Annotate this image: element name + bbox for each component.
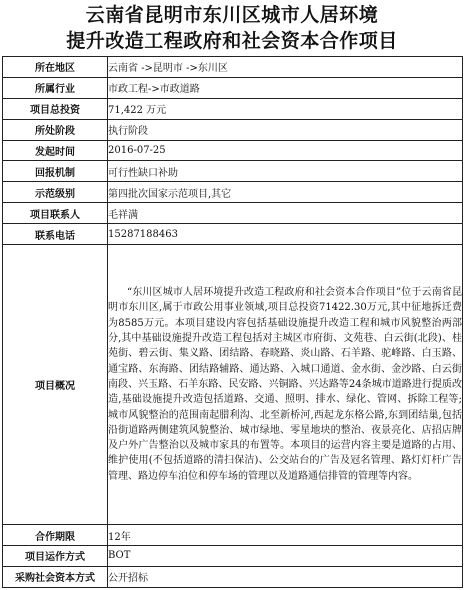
field-value: 毛祥满 — [108, 203, 463, 224]
row-contact-person — [3, 203, 463, 224]
field-label: 项目概况 — [3, 245, 108, 525]
field-label: 采购社会资本方式 — [3, 566, 108, 587]
field-label: 发起时间 — [3, 140, 108, 161]
title-line-2: 提升改造工程政府和社会资本合作项目 — [66, 30, 398, 52]
field-value: 执行阶段 — [108, 119, 463, 140]
field-label: 联系电话 — [3, 224, 108, 245]
field-label: 项目运作方式 — [3, 546, 108, 567]
overview-text: “东川区城市人居环境提升改造工程政府和社会资本合作项目”位于云南省昆明市东川区,属于市政公用事业领域,项目总投资71422.30万元,其中征地拆迁费为8585万元。本项目建设内容包括基础设施提升改造工程和城市风貌整治两部分,其中基础设施提升改造工程包括对主城区市府街、文苑巷、白云街(北段)、桂苑街、碧云街、集义路、团结路、春晓路、炎山路、石羊路、驼峰路、白玉路、通宝路、东海路、团结路辅路、通达路、入城口通道、金水街、金沙路、白云街南段、兴玉路、石羊东路、民安路、兴铜路、兴达路等24条城市道路进行提质改造,基础设施提升改造包括道路、交通、照明、排水、绿化、管网、拆除工程等;城市风貌整治的范围南起腊利沟、北至新桥河,西起龙东格公路,东到团结巢,包括沿街道路两侧建筑风貌整治、城市绿地、零星地块的整治、夜景亮化、店招店牌及户外广告整治以及城市家具的布置等。本项目的运营内容主要是道路的占用、维护使用(不包括道路的清扫保洁)、公交站台的广告及冠名管理、路灯灯杆广告管理、路边停车泊位和停车场的管理以及道路通信排管的管理等内容。 — [108, 245, 463, 525]
title-line-1: 云南省昆明市东川区城市人居环境 — [85, 4, 379, 26]
project-info-table — [2, 56, 463, 588]
field-value: 71,422 万元 — [108, 98, 463, 119]
field-value: 2016-07-25 — [108, 140, 463, 161]
row-industry — [3, 77, 463, 98]
field-value: 15287188463 — [108, 224, 463, 245]
row-overview — [3, 245, 463, 525]
row-procurement-method — [3, 566, 463, 587]
field-label: 示范级别 — [3, 182, 108, 203]
field-value: 第四批次国家示范项目,其它 — [108, 182, 463, 203]
field-value: 市政工程->市政道路 — [108, 77, 463, 98]
field-label: 项目总投资 — [3, 98, 108, 119]
field-value: 可行性缺口补助 — [108, 161, 463, 182]
field-value: 12年 — [108, 525, 463, 546]
field-label: 项目联系人 — [3, 203, 108, 224]
field-label: 合作期限 — [3, 525, 108, 546]
row-stage — [3, 119, 463, 140]
row-total-investment — [3, 98, 463, 119]
field-label: 回报机制 — [3, 161, 108, 182]
row-contact-phone — [3, 224, 463, 245]
row-cooperation-period — [3, 525, 463, 546]
field-label: 所在地区 — [3, 57, 108, 78]
row-demo-level — [3, 182, 463, 203]
field-label: 所处阶段 — [3, 119, 108, 140]
document-title — [0, 2, 464, 54]
row-region — [3, 57, 463, 78]
field-value: 公开招标 — [108, 566, 463, 587]
field-label: 所属行业 — [3, 77, 108, 98]
row-start-date — [3, 140, 463, 161]
field-value: 云南省 ->昆明市 ->东川区 — [108, 57, 463, 78]
field-value: BOT — [108, 546, 463, 567]
row-operation-mode — [3, 546, 463, 567]
row-return-mechanism — [3, 161, 463, 182]
